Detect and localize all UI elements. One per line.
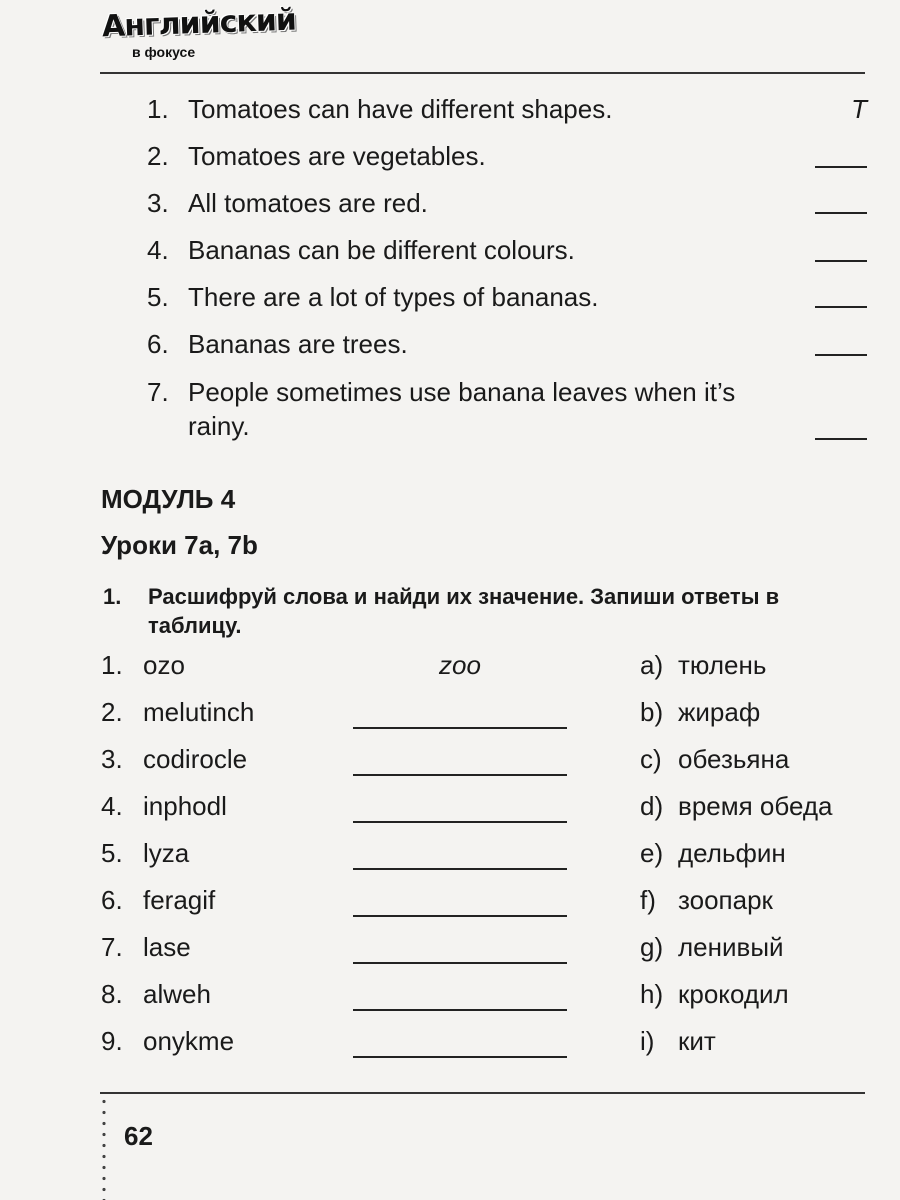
word-number: 2. [101,697,123,727]
statement-answer[interactable] [815,272,867,308]
statement-answer[interactable] [815,178,867,214]
task-text: Расшифруй слова и найди их значение. Запиши ответы в таблицу. [148,584,780,638]
word-number: 8. [101,979,123,1009]
logo-title: Английский [101,2,297,45]
word-answer-field[interactable] [353,1024,567,1058]
word-answer-field[interactable] [353,742,567,776]
logo-subtitle: в фокусе [132,44,196,60]
word-number: 7. [101,932,123,962]
margin-dots [102,1096,106,1200]
statement-number: 1. [147,94,169,124]
meaning-letter: h) [640,979,664,1009]
word-row [0,742,900,778]
word-answer-field[interactable] [353,930,567,964]
scrambled-word: feragif [143,885,216,915]
word-number: 1. [101,650,123,680]
statement-answer[interactable] [815,226,867,262]
scrambled-word: lase [143,932,191,962]
meaning-text: зоопарк [678,885,773,915]
word-answer-field[interactable] [353,883,567,917]
statement-text: Bananas can be different colours. [188,235,575,265]
scrambled-word: codirocle [143,744,248,774]
statement-answer[interactable] [815,404,867,440]
meaning-letter: c) [640,744,662,774]
word-row [0,930,900,966]
statement-number: 5. [147,282,169,312]
meaning-letter: g) [640,932,664,962]
meaning-text: обезьяна [678,744,790,774]
word-number: 3. [101,744,123,774]
word-row [0,883,900,919]
lessons-title: Уроки 7a, 7b [101,530,258,560]
meaning-text: ленивый [678,932,784,962]
word-answer-field[interactable] [353,836,567,870]
meaning-text: дельфин [678,838,786,868]
word-answer-field[interactable] [353,789,567,823]
statement-number: 3. [147,188,169,218]
word-answer-field[interactable] [353,695,567,729]
word-number: 4. [101,791,123,821]
statement-text: Bananas are trees. [188,329,408,359]
word-row [0,695,900,731]
statement-number: 4. [147,235,169,265]
logo [101,2,297,64]
statement-text: Tomatoes can have different shapes. [188,94,613,124]
word-row [0,789,900,825]
header-divider [100,72,865,74]
word-answer-field[interactable] [353,977,567,1011]
statement-answer[interactable] [815,320,867,356]
page-number: 62 [124,1121,153,1151]
statement-answer[interactable] [815,132,867,168]
scrambled-word: alweh [143,979,211,1009]
statement-text: Tomatoes are vegetables. [188,141,486,171]
statement-text: All tomatoes are red. [188,188,428,218]
meaning-letter: i) [640,1026,655,1056]
scrambled-word: onykme [143,1026,235,1056]
word-row [0,977,900,1013]
statement-text: There are a lot of types of bananas. [188,282,599,312]
module-title: МОДУЛЬ 4 [101,484,236,514]
meaning-letter: b) [640,697,664,727]
statement-number: 2. [147,141,169,171]
word-number: 9. [101,1026,123,1056]
statement-text: People sometimes use banana leaves when it’s rainy. [188,377,736,441]
meaning-letter: f) [640,885,656,915]
word-row [0,648,900,684]
meaning-letter: e) [640,838,664,868]
footer-divider [100,1092,865,1094]
scrambled-word: ozo [143,650,185,680]
scrambled-word: melutinch [143,697,255,727]
word-row [0,1024,900,1060]
word-number: 6. [101,885,123,915]
meaning-text: жираф [678,697,761,727]
word-answer-field[interactable]: zoo [439,650,481,680]
scrambled-word: inphodl [143,791,227,821]
word-number: 5. [101,838,123,868]
statement-number: 6. [147,329,169,359]
meaning-letter: a) [640,650,664,680]
meaning-text: кит [678,1026,716,1056]
word-row [0,836,900,872]
meaning-letter: d) [640,791,664,821]
statement-answer[interactable]: T [851,94,867,124]
statement-number: 7. [147,377,169,407]
scrambled-word: lyza [143,838,190,868]
meaning-text: время обеда [678,791,833,821]
task-number: 1. [103,584,122,609]
meaning-text: крокодил [678,979,789,1009]
meaning-text: тюлень [678,650,767,680]
